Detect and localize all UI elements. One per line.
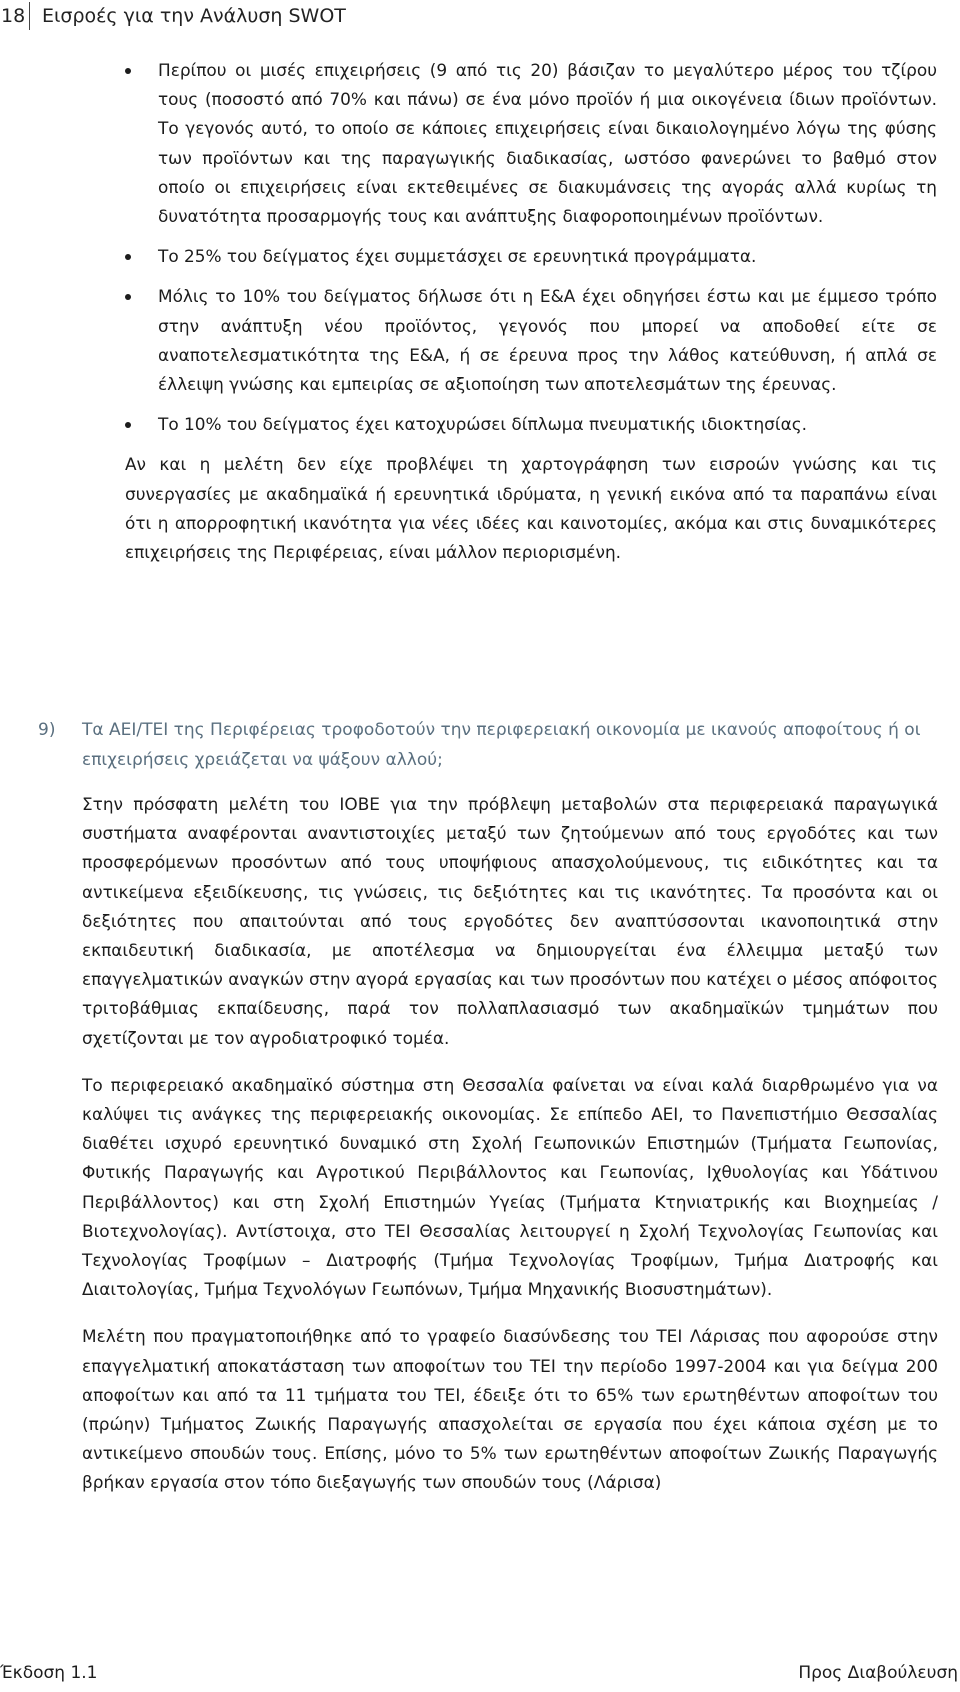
paragraph: Στην πρόσφατη μελέτη του ΙΟΒΕ για την πρόβλεψη μεταβολών στα περιφερειακά παραγωγικά συστήματα αναφέρονται αναντιστοιχίες μεταξύ των ζητούμενων από τους εργοδότες και των προσφερόμενων προσόντων από τους υποψήφιους απασχολούμενους, τις ειδικότητες και τα αντικείμενα εξειδίκευσης, τις γνώσεις, τις δεξιότητες και τις ικανότητες. Τα προσόντα και οι δεξιότητες που απαιτούνται από τους εργοδότες δεν αναπτύσσονται ικανοποιητικά στην εκπαιδευτική διαδικασία, με αποτέλεσμα να δημιουργείται ένα έλλειμμα μεταξύ των επαγγελματικών αναγκών στην αγορά εργασίας και των προσόντων που κατέχει ο μέσος απόφοιτος τριτοβάθμιας εκπαίδευσης, παρά τον πολλαπλασιασμό των ακαδημαϊκών τμημάτων που σχετίζονται με τον αγροδιατροφικό τομέα. <box>82 794 938 1048</box>
question-text: Τα ΑΕΙ/ΤΕΙ της Περιφέρειας τροφοδοτούν την περιφερειακή οικονομία με ικανούς αποφοίτους ή οι επιχειρήσεις χρειάζεται να ψάξουν αλλού; <box>82 720 921 770</box>
list-item: Μόλις το 10% του δείγματος δήλωσε ότι η Ε&Α έχει οδηγήσει έστω και με έμμεσο τρόπο στην ανάπτυξη νέου προϊόντος, γεγονός που μπορεί να αποδοθεί είτε σε αναποτελεσματικότητα της Ε&Α, ή σε έρευνα προς την λάθος κατεύθυνση, ή απλά σε έλλειψη γνώσης και εμπειρίας σε αξιοποίηση των αποτελεσμάτων της έρευνας. <box>125 282 937 399</box>
list-item: Το 25% του δείγματος έχει συμμετάσχει σε ερευνητικά προγράμματα. <box>125 242 937 271</box>
header-divider <box>29 2 30 30</box>
footer-version: Έκδοση 1.1 <box>0 1663 98 1683</box>
header-title: Εισροές για την Ανάλυση SWOT <box>42 5 346 27</box>
paragraph: Το περιφερειακό ακαδημαϊκό σύστημα στη Θεσσαλία φαίνεται να είναι καλά διαρθρωμένο για να καλύψει τις ανάγκες της περιφερειακής οικονομίας. Σε επίπεδο ΑΕΙ, το Πανεπιστήμιο Θεσσαλίας διαθέτει ισχυρό ερευνητικό δυναμικό στη Σχολή Γεωπονικών Επιστημών (Τμήματα Γεωπονίας, Φυτικής Παραγωγής και Αγροτικού Περιβάλλοντος και Γεωπονίας, Ιχθυολογίας και Υδάτινου Περιβάλλοντος) και στη Σχολή Επιστημών Υγείας (Τμήματα Κτηνιατρικής και Βιοχημείας / Βιοτεχνολογίας). Αντίστοιχα, στο ΤΕΙ Θεσσαλίας λειτουργεί η Σχολή Τεχνολογίας Γεωπονίας και Τεχνολογίας Τροφίμων – Διατροφής (Τμήμα Τεχνολογίας Τροφίμων, Τμήμα Διατροφής και Διαιτολογίας, Τμήμα Τεχνολόγων Γεωπόνων, Τμήμα Μηχανικής Βιοσυστημάτων). <box>82 1074 938 1300</box>
findings-list <box>125 56 937 439</box>
page-header <box>0 3 346 29</box>
list-item: Περίπου οι μισές επιχειρήσεις (9 από τις 20) βάσιζαν το μεγαλύτερο μέρος του τζίρου τους (ποσοστό από 70% και πάνω) σε ένα μόνο προϊόν ή μια οικογένεια ίδιων προϊόντων. Το γεγονός αυτό, το οποίο σε κάποιες επιχειρήσεις είναι δικαιολογημένο λόγω της φύσης των προϊόντων και της παραγωγικής διαδικασίας, ωστόσο φανερώνει το βαθμό στον οποίο οι επιχειρήσεις είναι εκτεθειμένες σε διακυμάνσεις της αγοράς αλλά κυρίως τη δυνατότητα προσαρμογής τους και ανάπτυξης διαφοροποιημένων προϊόντων. <box>125 56 937 231</box>
list-item: Το 10% του δείγματος έχει κατοχυρώσει δίπλωμα πνευματικής ιδιοκτησίας. <box>125 410 937 439</box>
question-number: 9) <box>38 720 56 740</box>
question-heading <box>38 716 938 775</box>
page-number: 18 <box>1 5 26 27</box>
paragraph: Μελέτη που πραγματοποιήθηκε από το γραφείο διασύνδεσης του ΤΕΙ Λάρισας που αφορούσε στην επαγγελματική αποκατάσταση των αποφοίτων του ΤΕΙ την περίοδο 1997-2004 και για δείγμα 200 αποφοίτων και από τα 11 τμήματα του ΤΕΙ, έδειξε ότι το 65% των ερωτηθέντων αποφοίτων του (πρώην) Τμήματος Ζωικής Παραγωγής απασχολείται σε εργασία που έχει κάποια σχέση με το αντικείμενο σπουδών τους. Επίσης, μόνο το 5% των ερωτηθέντων αποφοίτων Ζωικής Παραγωγής βρήκαν εργασία στον τόπο διεξαγωγής των σπουδών τους (Λάρισα) <box>82 1326 938 1493</box>
answer-section <box>82 790 938 1516</box>
footer-status: Προς Διαβούλευση <box>798 1663 958 1683</box>
summary-paragraph: Αν και η μελέτη δεν είχε προβλέψει τη χαρτογράφηση των εισροών γνώσης και τις συνεργασίες με ακαδημαϊκά ή ερευνητικά ιδρύματα, η γενική εικόνα από τα παραπάνω είναι ότι η απορροφητική ικανότητα για νέες ιδέες και καινοτομίες, ακόμα και στις δυναμικότερες επιχειρήσεις της Περιφέρειας, είναι μάλλον περιορισμένη. <box>125 454 937 563</box>
findings-section <box>125 56 937 578</box>
